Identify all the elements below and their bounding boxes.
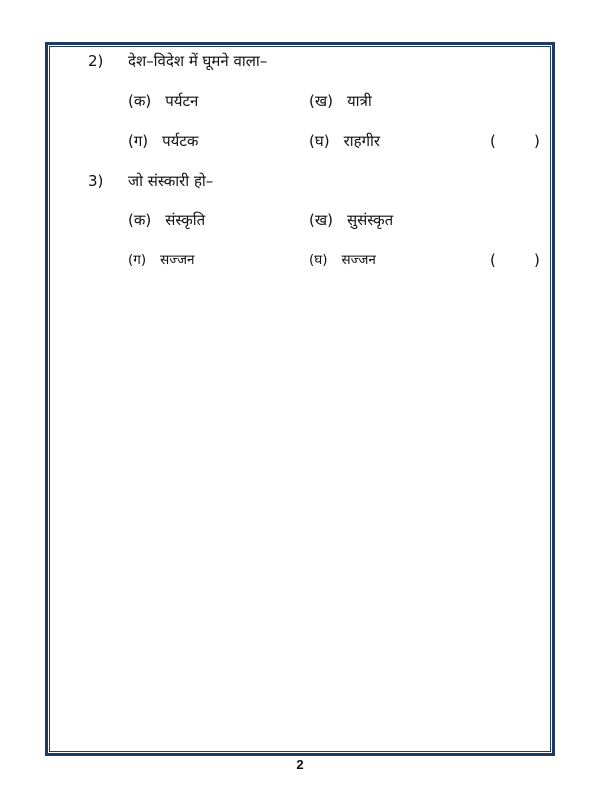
option-label: (ग): [128, 132, 149, 150]
option-label: (घ): [309, 132, 330, 150]
option-ga: [128, 131, 198, 151]
option-gha: [309, 131, 380, 151]
question-number: 2): [88, 52, 104, 70]
option-text: पर्यटन: [165, 92, 199, 110]
option-label: (घ): [309, 252, 328, 268]
option-text: राहगीर: [343, 132, 381, 150]
option-label: (ग): [128, 252, 147, 268]
question-text: जो संस्कारी हो–: [128, 172, 214, 190]
option-gha: [309, 250, 376, 270]
option-ka: [128, 91, 198, 111]
option-label: (क): [128, 92, 152, 110]
option-text: सज्जन: [160, 252, 195, 268]
answer-bracket[interactable]: ( ): [490, 132, 540, 150]
option-text: सुसंस्कृत: [346, 211, 394, 229]
option-text: सज्जन: [341, 252, 376, 268]
page-number: 2: [296, 757, 304, 772]
option-text: संस्कृति: [165, 211, 206, 229]
option-label: (ख): [309, 92, 333, 110]
option-ka: [128, 210, 205, 230]
page-border-inner: [49, 46, 551, 752]
question-text: देश–विदेश में घूमने वाला–: [128, 52, 268, 70]
option-text: पर्यटक: [162, 132, 199, 150]
option-kha: [309, 210, 393, 230]
option-ga: [128, 250, 195, 270]
option-label: (ख): [309, 211, 333, 229]
option-text: यात्री: [346, 92, 372, 110]
answer-bracket[interactable]: ( ): [490, 251, 540, 269]
option-kha: [309, 91, 372, 111]
question-number: 3): [88, 172, 104, 190]
option-label: (क): [128, 211, 152, 229]
